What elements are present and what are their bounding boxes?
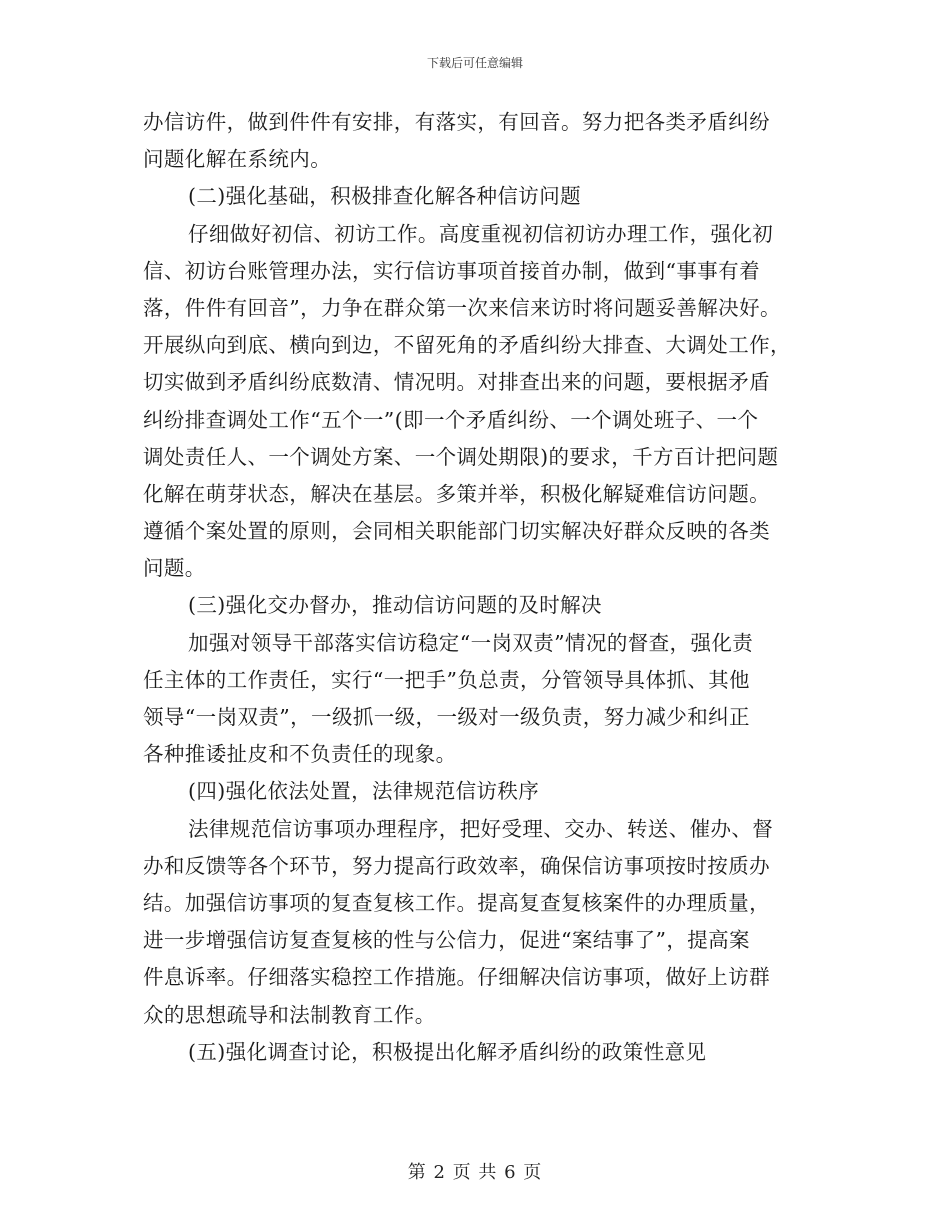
text-line: 遵循个案处置的原则，会同相关职能部门切实解决好群众反映的各类 bbox=[143, 519, 770, 544]
text-line: 办信访件，做到件件有安排，有落实，有回音。努力把各类矛盾纠纷 bbox=[143, 110, 770, 134]
section-heading: (五)强化调查讨论，积极提出化解矛盾纠纷的政策性意见 bbox=[188, 1039, 707, 1064]
text-line: 众的思想疏导和法制教育工作。 bbox=[143, 1002, 436, 1027]
text-block bbox=[143, 104, 809, 1071]
text-line: 调处责任人、一个调处方案、一个调处期限)的要求，千方百计把问题 bbox=[143, 444, 779, 469]
text-line: 领导“一岗双责”，一级抓一级，一级对一级负责，努力减少和纠正 bbox=[143, 705, 750, 729]
page-number: 第 2 页 共 6 页 bbox=[407, 1162, 543, 1183]
section-heading: (三)强化交办督办，推动信访问题的及时解决 bbox=[188, 593, 602, 618]
text-line: 问题。 bbox=[143, 556, 206, 581]
text-line: 结。加强信访事项的复查复核工作。提高复查复核案件的办理质量， bbox=[143, 890, 770, 915]
text-line: 办和反馈等各个环节，努力提高行政效率，确保信访事项按时按质办 bbox=[143, 853, 770, 878]
page-header: 下载后可任意编辑 bbox=[426, 56, 523, 70]
section-heading: (四)强化依法处置，法律规范信访秩序 bbox=[188, 779, 540, 804]
text-line: 进一步增强信访复查复核的性与公信力，促进“案结事了”，提高案 bbox=[143, 928, 750, 953]
text-line: 切实做到矛盾纠纷底数清、情况明。对排查出来的问题，要根据矛盾 bbox=[143, 370, 770, 395]
text-line: 仔细做好初信、初访工作。高度重视初信初访办理工作，强化初 bbox=[188, 221, 774, 246]
text-line: 化解在萌芽状态，解决在基层。多策并举，积极化解疑难信访问题。 bbox=[143, 481, 770, 506]
text-line: 纠纷排查调处工作“五个一”(即一个矛盾纠纷、一个调处班子、一个 bbox=[143, 407, 759, 432]
text-line: 法律规范信访事项办理程序，把好受理、交办、转送、催办、督 bbox=[188, 816, 774, 841]
text-line: 落，件件有回音”，力争在群众第一次来信来访时将问题妥善解决好。 bbox=[143, 295, 781, 320]
text-line: 各种推诿扯皮和不负责任的现象。 bbox=[143, 742, 457, 767]
text-line: 开展纵向到底、横向到边，不留死角的矛盾纠纷大排查、大调处工作， bbox=[143, 333, 791, 358]
text-line: 任主体的工作责任，实行“一把手”负总责，分管领导具体抓、其他 bbox=[143, 667, 750, 692]
text-line: 加强对领导干部落实信访稳定“一岗双责”情况的督查，强化责 bbox=[188, 630, 754, 655]
body-text bbox=[143, 104, 809, 1071]
text-line: 件息诉率。仔细落实稳控工作措施。仔细解决信访事项，做好上访群 bbox=[143, 965, 770, 990]
text-line: 信、初访台账管理办法，实行信访事项首接首办制，做到“事事有着 bbox=[143, 258, 760, 283]
section-heading: (二)强化基础，积极排查化解各种信访问题 bbox=[188, 184, 581, 209]
text-line: 问题化解在系统内。 bbox=[143, 147, 332, 172]
